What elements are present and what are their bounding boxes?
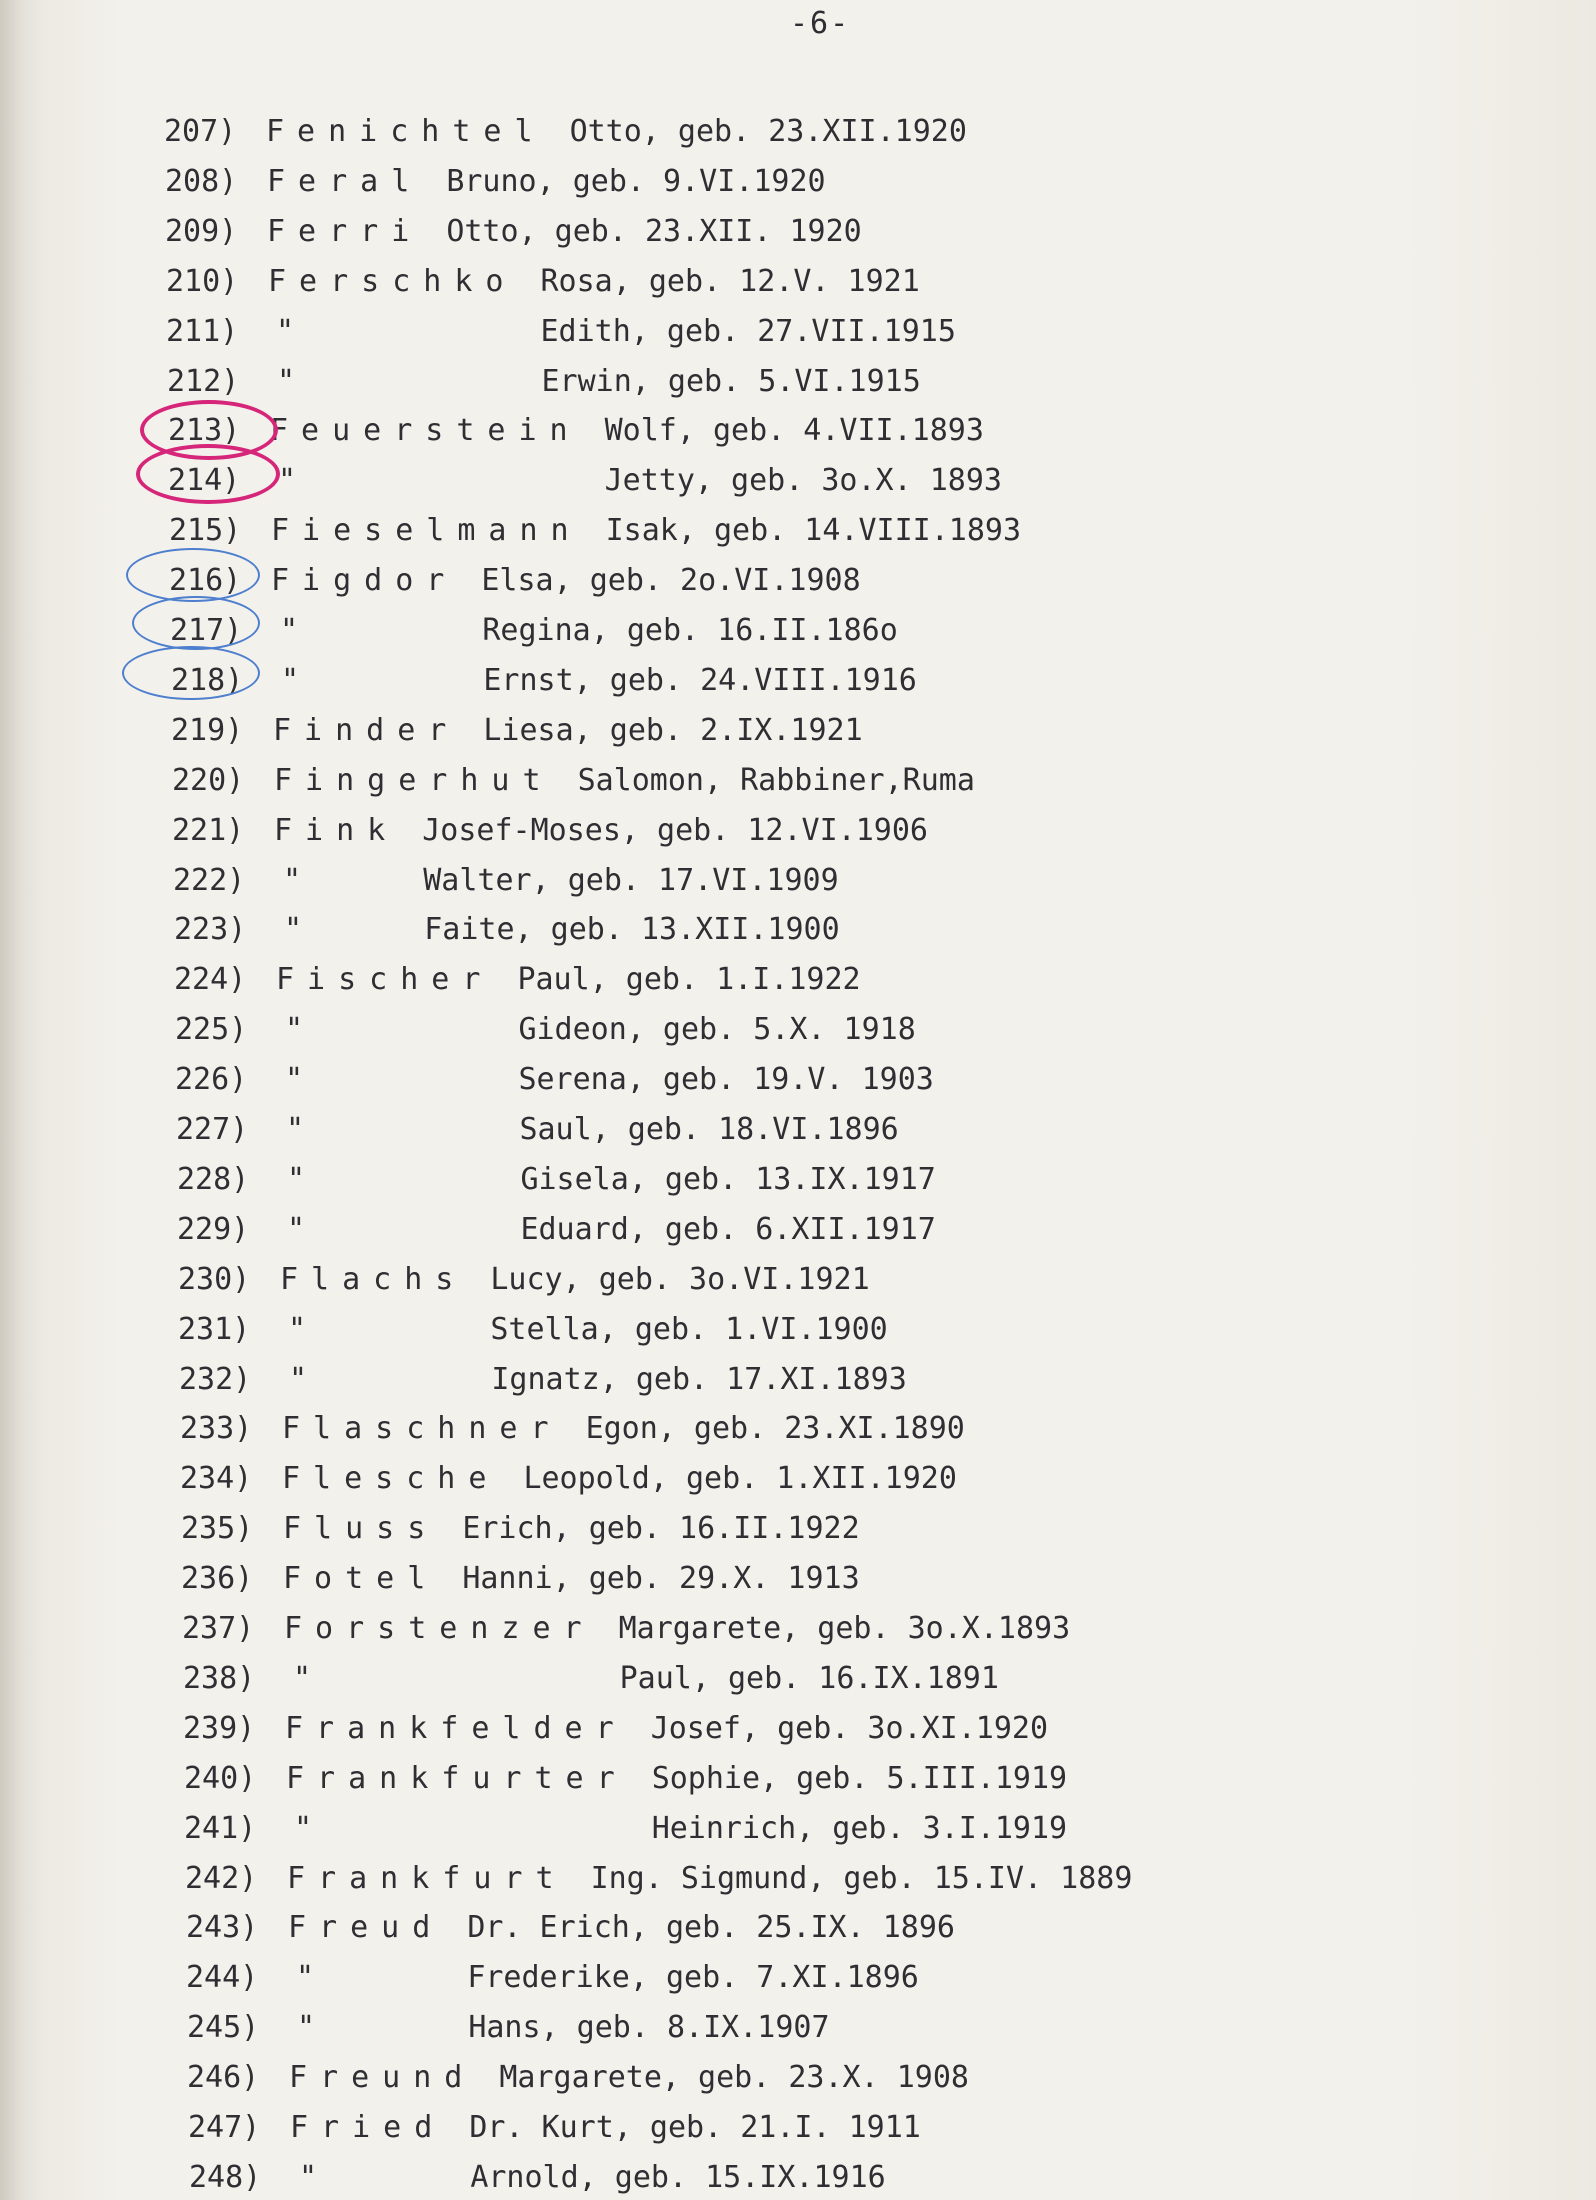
- table-row: [181, 1559, 1381, 1599]
- entry-number: 208): [165, 164, 238, 199]
- entry-number: 240): [184, 1761, 257, 1796]
- entry-surname: Freud: [288, 1910, 444, 1945]
- ditto-mark: ": [278, 463, 310, 498]
- entry-number: 235): [181, 1511, 254, 1546]
- entry-number: 248): [189, 2160, 262, 2195]
- table-row: [180, 1409, 1380, 1449]
- table-row: [164, 112, 1364, 152]
- table-row: [173, 861, 1373, 901]
- entry-number: 226): [175, 1062, 248, 1097]
- table-row: [165, 162, 1365, 202]
- entry-surname: Flaschner: [282, 1411, 562, 1446]
- table-row: [188, 2108, 1388, 2148]
- entry-detail: Leopold, geb. 1.XII.1920: [523, 1461, 957, 1496]
- table-row: [186, 1958, 1386, 1998]
- table-row: [181, 1509, 1381, 1549]
- ditto-mark: ": [285, 1062, 317, 1097]
- entry-detail: Stella, geb. 1.VI.1900: [490, 1312, 888, 1347]
- table-row: [168, 461, 1368, 501]
- table-row: [166, 262, 1366, 302]
- entry-detail: Dr. Erich, geb. 25.IX. 1896: [467, 1910, 955, 1945]
- entry-detail: Dr. Kurt, geb. 21.I. 1911: [469, 2110, 921, 2145]
- entry-number: 244): [186, 1960, 259, 1995]
- entry-surname: Freund: [289, 2060, 476, 2095]
- entry-detail: Erwin, geb. 5.VI.1915: [541, 364, 921, 399]
- entry-surname: Ferschko: [268, 264, 517, 299]
- entry-detail: Otto, geb. 23.XII. 1920: [446, 214, 862, 249]
- table-row: [171, 661, 1371, 701]
- ditto-mark: ": [289, 1362, 321, 1397]
- ditto-mark: ": [296, 1960, 328, 1995]
- entry-surname: Feuerstein: [270, 413, 581, 448]
- blue-circle-annotation-216: [126, 548, 260, 602]
- entry-number: 247): [188, 2110, 261, 2145]
- entry-number: 223): [174, 912, 247, 947]
- table-row: [189, 2158, 1389, 2198]
- entry-detail: Hanni, geb. 29.X. 1913: [462, 1561, 860, 1596]
- ditto-mark: ": [280, 613, 312, 648]
- entry-number: 238): [183, 1661, 256, 1696]
- entry-surname: Frankfurter: [286, 1761, 628, 1796]
- entry-number: 245): [187, 2010, 260, 2045]
- ditto-mark: ": [286, 1112, 318, 1147]
- entry-number: 214): [168, 463, 241, 498]
- table-row: [178, 1260, 1378, 1300]
- entry-detail: Hans, geb. 8.IX.1907: [468, 2010, 830, 2045]
- entry-number: 239): [183, 1711, 256, 1746]
- table-row: [177, 1160, 1377, 1200]
- entry-number: 209): [165, 214, 238, 249]
- entry-surname: Fieselmann: [271, 513, 582, 548]
- entry-detail: Rosa, geb. 12.V. 1921: [540, 264, 920, 299]
- entry-number: 236): [181, 1561, 254, 1596]
- table-row: [175, 1010, 1375, 1050]
- entry-surname: Frankfelder: [285, 1711, 627, 1746]
- page-number: -6-: [790, 6, 851, 41]
- entry-surname: Forstenzer: [284, 1611, 595, 1646]
- entry-detail: Elsa, geb. 2o.VI.1908: [481, 563, 861, 598]
- table-row: [170, 611, 1370, 651]
- entry-number: 234): [180, 1461, 253, 1496]
- ditto-mark: ": [277, 364, 309, 399]
- blue-circle-annotation-218: [122, 646, 260, 700]
- entry-detail: Ernst, geb. 24.VIII.1916: [483, 663, 917, 698]
- entry-detail: Arnold, geb. 15.IX.1916: [470, 2160, 886, 2195]
- ditto-mark: ": [284, 912, 316, 947]
- entry-detail: Gisela, geb. 13.IX.1917: [520, 1162, 936, 1197]
- entry-surname: Fink: [274, 813, 399, 848]
- entry-number: 216): [169, 563, 242, 598]
- entry-detail: Wolf, geb. 4.VII.1893: [604, 413, 984, 448]
- table-row: [174, 910, 1374, 950]
- entry-surname: Feral: [267, 164, 423, 199]
- entry-detail: Egon, geb. 23.XI.1890: [585, 1411, 965, 1446]
- entry-detail: Jetty, geb. 3o.X. 1893: [604, 463, 1002, 498]
- entry-number: 243): [186, 1910, 259, 1945]
- entry-detail: Lucy, geb. 3o.VI.1921: [490, 1262, 870, 1297]
- entry-number: 213): [168, 413, 241, 448]
- entry-number: 229): [177, 1212, 250, 1247]
- entry-detail: Paul, geb. 1.I.1922: [517, 962, 861, 997]
- entry-number: 218): [171, 663, 244, 698]
- entry-detail: Isak, geb. 14.VIII.1893: [605, 513, 1022, 548]
- entry-surname: Finder: [273, 713, 460, 748]
- entry-detail: Bruno, geb. 9.VI.1920: [446, 164, 826, 199]
- entry-detail: Margarete, geb. 23.X. 1908: [499, 2060, 969, 2095]
- entry-detail: Heinrich, geb. 3.I.1919: [651, 1811, 1068, 1846]
- entry-number: 219): [171, 713, 244, 748]
- entry-number: 224): [174, 962, 247, 997]
- entry-surname: Fenichtel: [266, 114, 546, 149]
- table-row: [186, 1908, 1386, 1948]
- entry-detail: Frederike, geb. 7.XI.1896: [467, 1960, 919, 1995]
- entry-number: 222): [173, 863, 246, 898]
- entry-detail: Salomon, Rabbiner,Ruma: [577, 763, 975, 798]
- entry-detail: Faite, geb. 13.XII.1900: [424, 912, 840, 947]
- table-row: [177, 1210, 1377, 1250]
- entry-detail: Eduard, geb. 6.XII.1917: [520, 1212, 936, 1247]
- entry-surname: Figdor: [271, 563, 458, 598]
- table-row: [172, 811, 1372, 851]
- table-row: [187, 2008, 1387, 2048]
- entry-number: 221): [172, 813, 245, 848]
- entry-surname: Ferri: [267, 214, 423, 249]
- pink-circle-annotation-214: [136, 444, 280, 504]
- entry-number: 207): [164, 114, 237, 149]
- table-row: [168, 411, 1368, 451]
- table-row: [182, 1609, 1382, 1649]
- entry-detail: Walter, geb. 17.VI.1909: [423, 863, 839, 898]
- ditto-mark: ": [287, 1162, 319, 1197]
- table-row: [169, 511, 1369, 551]
- table-row: [183, 1659, 1383, 1699]
- entry-detail: Serena, geb. 19.V. 1903: [518, 1062, 934, 1097]
- blue-circle-annotation-217: [132, 596, 260, 650]
- entry-number: 232): [179, 1362, 252, 1397]
- table-row: [174, 960, 1374, 1000]
- entry-detail: Margarete, geb. 3o.X.1893: [618, 1611, 1071, 1646]
- entry-number: 212): [167, 364, 240, 399]
- table-row: [183, 1709, 1383, 1749]
- ditto-mark: ": [299, 2160, 331, 2195]
- entry-detail: Gideon, geb. 5.X. 1918: [518, 1012, 916, 1047]
- entry-surname: Fotel: [283, 1561, 439, 1596]
- entry-surname: Flesche: [282, 1461, 500, 1496]
- entry-number: 237): [182, 1611, 255, 1646]
- table-row: [179, 1360, 1379, 1400]
- table-row: [172, 761, 1372, 801]
- entry-detail: Josef, geb. 3o.XI.1920: [650, 1711, 1049, 1746]
- entry-number: 246): [187, 2060, 260, 2095]
- entry-number: 227): [176, 1112, 249, 1147]
- entry-surname: Flachs: [280, 1262, 467, 1297]
- entry-number: 217): [170, 613, 243, 648]
- entry-detail: Regina, geb. 16.II.186o: [482, 613, 898, 648]
- entry-number: 215): [169, 513, 242, 548]
- entry-number: 211): [166, 314, 239, 349]
- entry-detail: Ignatz, geb. 17.XI.1893: [491, 1362, 907, 1397]
- entry-surname: Fingerhut: [274, 763, 554, 798]
- table-row: [176, 1110, 1376, 1150]
- table-row: [184, 1759, 1384, 1799]
- ditto-mark: ": [288, 1312, 320, 1347]
- entry-surname: Fischer: [276, 962, 494, 997]
- table-row: [166, 312, 1366, 352]
- entry-surname: Fluss: [283, 1511, 439, 1546]
- table-row: [187, 2058, 1387, 2098]
- entry-number: 228): [177, 1162, 250, 1197]
- ditto-mark: ": [283, 863, 315, 898]
- ditto-mark: ": [281, 663, 313, 698]
- entry-detail: Josef-Moses, geb. 12.VI.1906: [422, 813, 928, 848]
- entry-detail: Erich, geb. 16.II.1922: [462, 1511, 860, 1546]
- entry-detail: Saul, geb. 18.VI.1896: [519, 1112, 899, 1147]
- entry-number: 220): [172, 763, 245, 798]
- entry-number: 241): [184, 1811, 257, 1846]
- ditto-mark: ": [293, 1661, 325, 1696]
- entry-number: 242): [185, 1861, 258, 1896]
- entry-number: 230): [178, 1262, 251, 1297]
- ditto-mark: ": [297, 2010, 329, 2045]
- table-row: [175, 1060, 1375, 1100]
- table-row: [169, 561, 1369, 601]
- table-row: [180, 1459, 1380, 1499]
- table-row: [167, 362, 1367, 402]
- table-row: [165, 212, 1365, 252]
- table-row: [171, 711, 1371, 751]
- entry-number: 231): [178, 1312, 251, 1347]
- entry-detail: Otto, geb. 23.XII.1920: [569, 114, 967, 149]
- entry-detail: Paul, geb. 16.IX.1891: [619, 1661, 999, 1696]
- table-row: [178, 1310, 1378, 1350]
- entry-number: 225): [175, 1012, 248, 1047]
- entry-surname: Frankfurt: [287, 1861, 567, 1896]
- table-row: [184, 1809, 1384, 1849]
- entry-number: 210): [166, 264, 239, 299]
- entry-surname: Fried: [290, 2110, 446, 2145]
- entry-detail: Edith, geb. 27.VII.1915: [540, 314, 956, 349]
- entry-detail: Liesa, geb. 2.IX.1921: [483, 713, 863, 748]
- ditto-mark: ": [285, 1012, 317, 1047]
- ditto-mark: ": [294, 1811, 326, 1846]
- entry-number: 233): [180, 1411, 253, 1446]
- entry-detail: Sophie, geb. 5.III.1919: [651, 1761, 1068, 1796]
- table-row: [185, 1859, 1385, 1899]
- entry-detail: Ing. Sigmund, geb. 15.IV. 1889: [590, 1861, 1133, 1896]
- ditto-mark: ": [287, 1212, 319, 1247]
- ditto-mark: ": [276, 314, 308, 349]
